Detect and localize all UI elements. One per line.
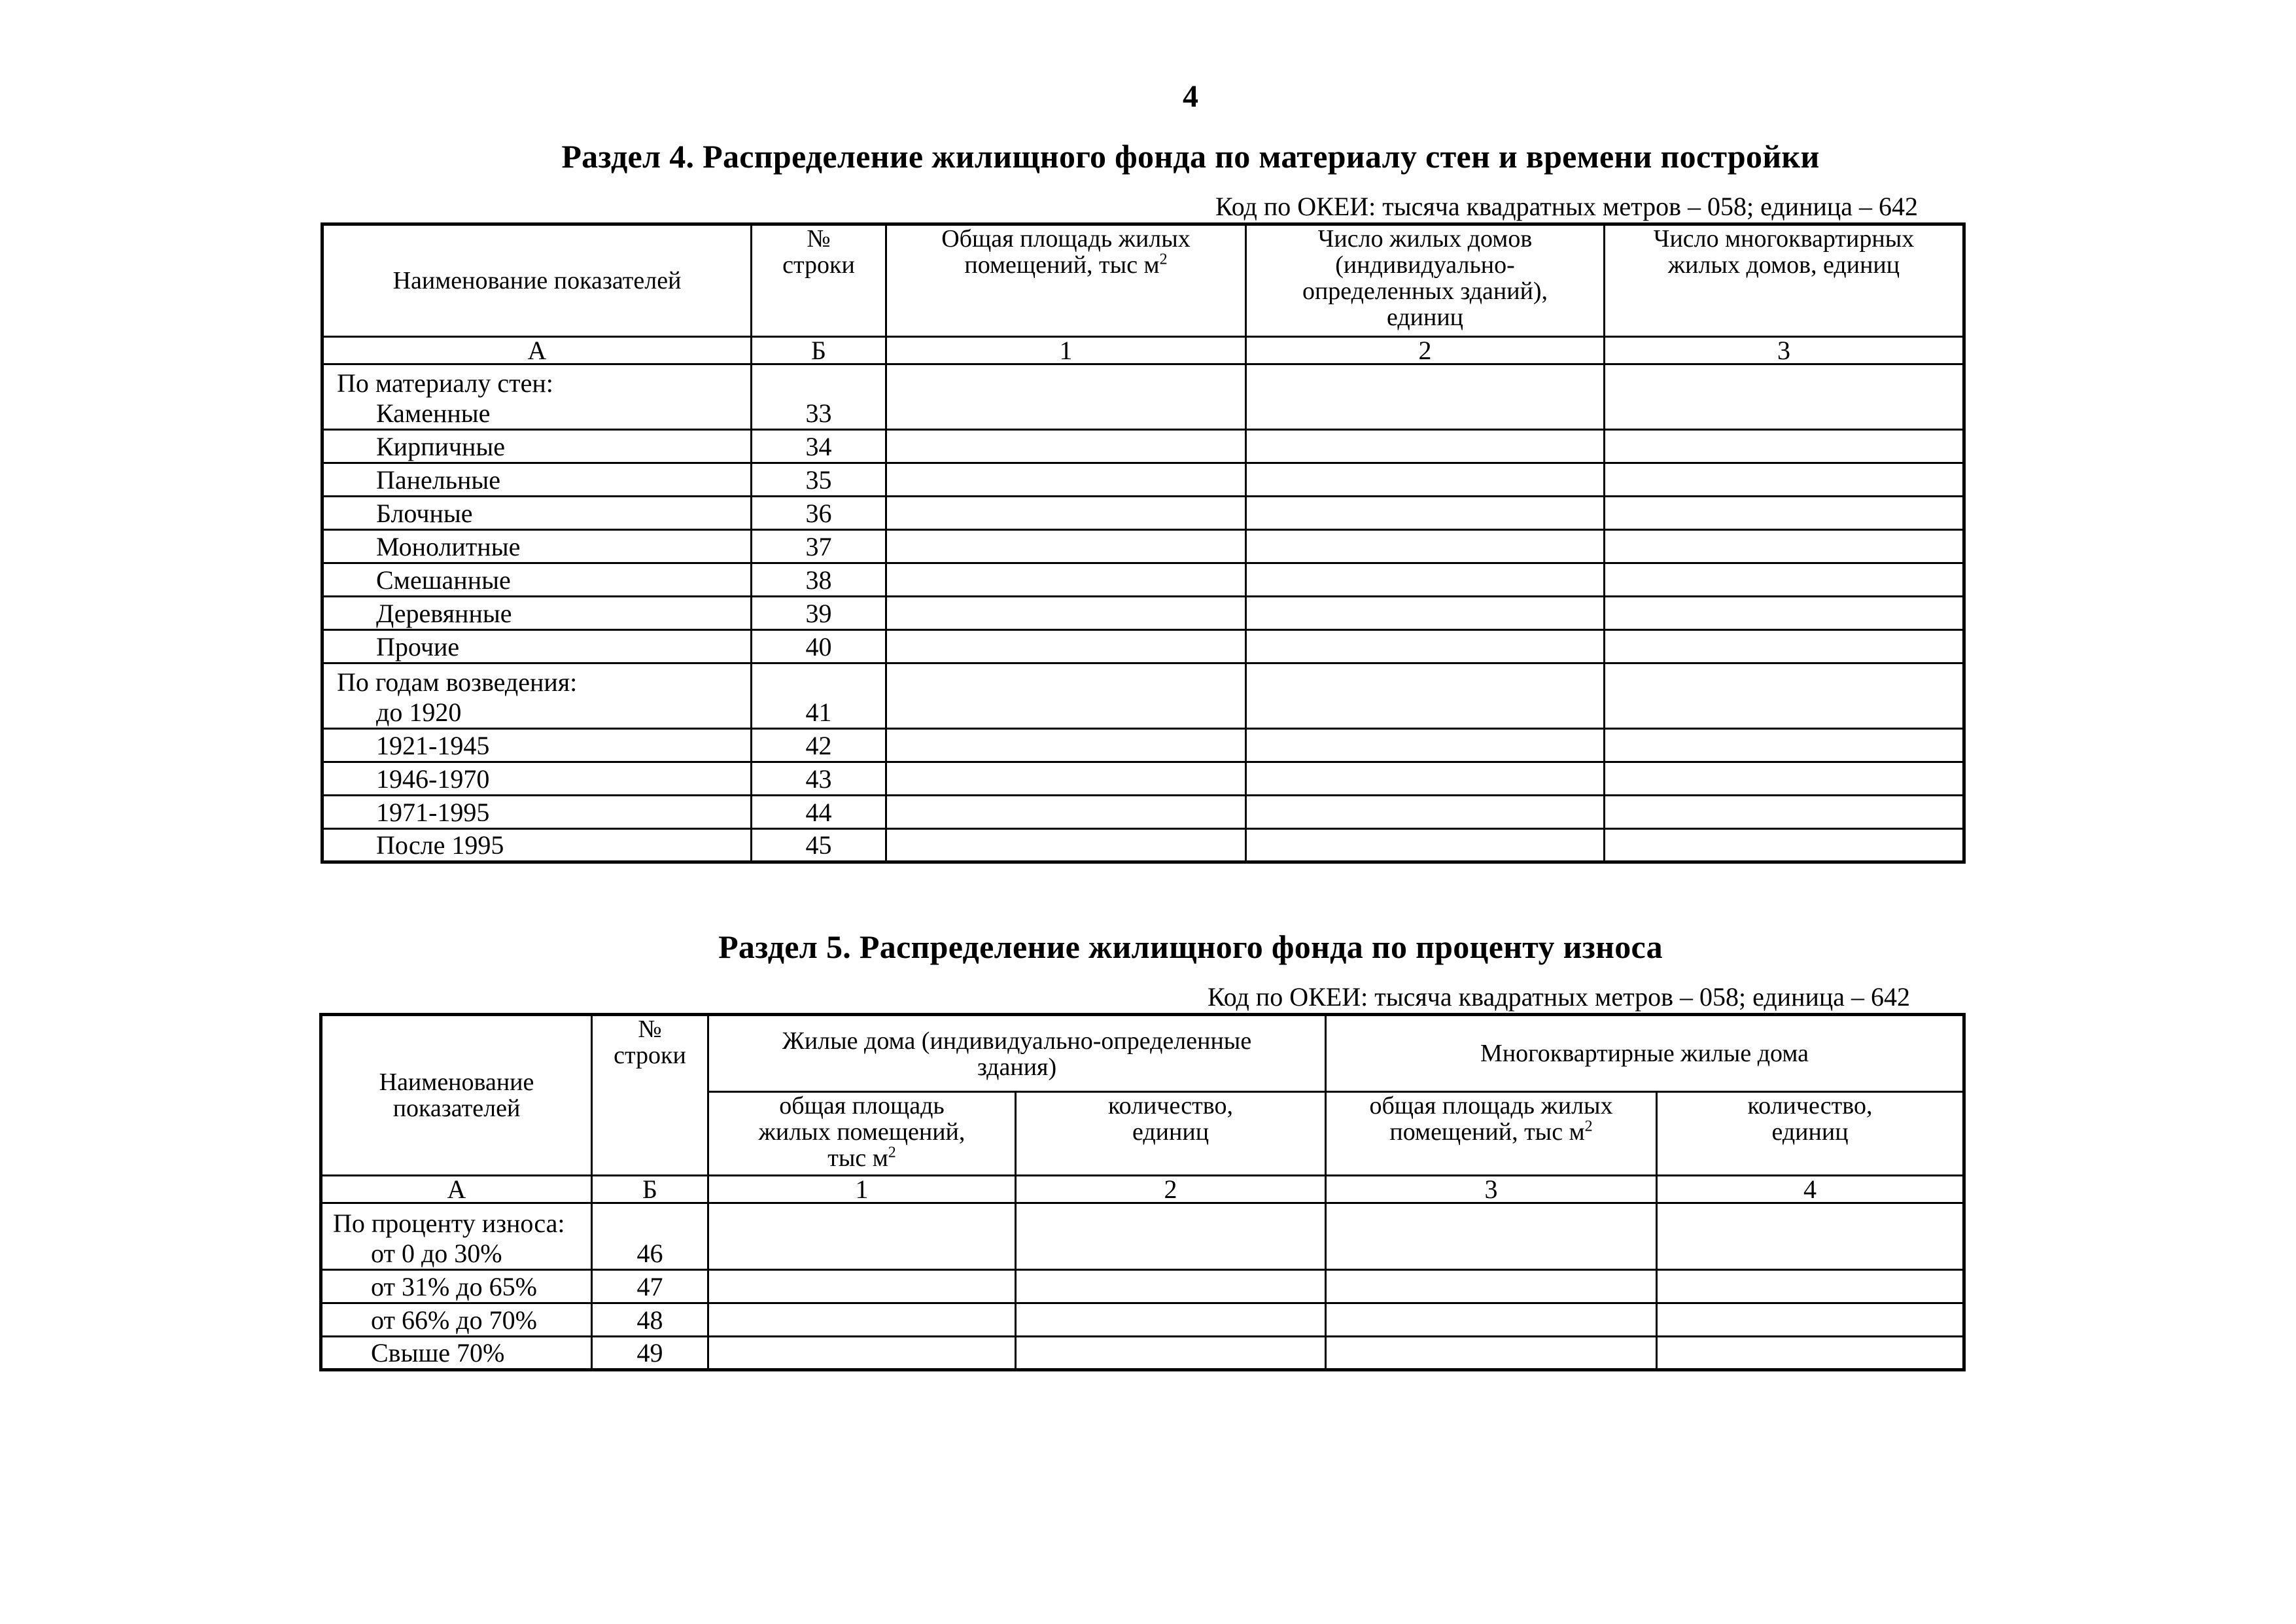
row-name	[322, 463, 752, 497]
input-cell[interactable]	[1605, 364, 1964, 430]
header-count-2: количество, единиц	[1657, 1092, 1964, 1176]
code-2: 2	[1016, 1176, 1326, 1203]
table-row	[322, 729, 1964, 762]
row-name	[322, 762, 752, 796]
row-number: 40	[752, 630, 886, 663]
input-cell[interactable]	[886, 829, 1246, 862]
input-cell[interactable]	[1605, 563, 1964, 597]
row-name	[321, 1337, 592, 1370]
row-number: 47	[592, 1270, 708, 1303]
group-label: По материалу стен:	[337, 368, 553, 398]
input-cell[interactable]	[708, 1337, 1016, 1370]
row-label: Кирпичные	[376, 432, 506, 461]
row-label: Панельные	[376, 465, 501, 495]
row-name	[322, 796, 752, 829]
code-b: Б	[752, 337, 886, 364]
row-number: 46	[592, 1203, 708, 1270]
row-label: от 0 до 30%	[371, 1239, 502, 1268]
input-cell[interactable]	[1246, 630, 1605, 663]
input-cell[interactable]	[886, 630, 1246, 663]
row-label: Каменные	[376, 398, 491, 428]
page-number: 4	[1183, 79, 1198, 114]
row-name	[322, 597, 752, 630]
row-number: 38	[752, 563, 886, 597]
code-4: 4	[1657, 1176, 1964, 1203]
header-count-1: количество, единиц	[1016, 1092, 1326, 1176]
row-label: до 1920	[376, 697, 462, 727]
row-number: 35	[752, 463, 886, 497]
row-label: Свыше 70%	[371, 1338, 505, 1368]
row-name	[322, 663, 752, 729]
table-row	[322, 497, 1964, 530]
row-name	[322, 530, 752, 563]
input-cell[interactable]	[1016, 1337, 1326, 1370]
input-cell[interactable]	[1605, 729, 1964, 762]
row-name	[322, 430, 752, 463]
input-cell[interactable]	[1605, 597, 1964, 630]
row-number: 49	[592, 1337, 708, 1370]
input-cell[interactable]	[1246, 563, 1605, 597]
input-cell[interactable]	[1605, 530, 1964, 563]
input-cell[interactable]	[886, 729, 1246, 762]
table-row	[322, 563, 1964, 597]
table-row	[322, 663, 1964, 729]
row-label: 1971-1995	[376, 798, 490, 827]
input-cell[interactable]	[886, 364, 1246, 430]
section4-code-row	[322, 337, 1964, 364]
table-row	[322, 630, 1964, 663]
row-number: 34	[752, 430, 886, 463]
table-row	[321, 1270, 1964, 1303]
input-cell[interactable]	[1605, 463, 1964, 497]
input-cell[interactable]	[1605, 430, 1964, 463]
header-area-1: общая площадь жилых помещений, тыс $м^2$	[708, 1092, 1016, 1176]
section5-table	[319, 1013, 1966, 1371]
table-row	[322, 430, 1964, 463]
input-cell[interactable]	[1657, 1337, 1964, 1370]
input-cell[interactable]	[1657, 1203, 1964, 1270]
input-cell[interactable]	[1246, 796, 1605, 829]
row-label: 1946-1970	[376, 764, 490, 794]
section5-header-row-1	[321, 1015, 1964, 1092]
row-label: После 1995	[376, 830, 504, 860]
row-label: от 31% до 65%	[371, 1272, 537, 1301]
input-cell[interactable]	[1326, 1203, 1657, 1270]
input-cell[interactable]	[1246, 829, 1605, 862]
row-number: 36	[752, 497, 886, 530]
code-2: 2	[1246, 337, 1605, 364]
input-cell[interactable]	[1605, 663, 1964, 729]
table-row	[322, 762, 1964, 796]
section5-okei: Код по ОКЕИ: тысяча квадратных метров – 058; единица – 642	[1208, 982, 1911, 1012]
input-cell[interactable]	[1016, 1203, 1326, 1270]
header-row-no: № строки	[752, 224, 886, 337]
input-cell[interactable]	[1605, 497, 1964, 530]
input-cell[interactable]	[886, 663, 1246, 729]
row-number: 48	[592, 1303, 708, 1337]
section5-title: Раздел 5. Распределение жилищного фонда по проценту износа	[718, 928, 1663, 965]
header-area-2: общая площадь жилых помещений, тыс $м^2$	[1326, 1092, 1657, 1176]
row-label: Прочие	[376, 632, 460, 662]
code-1: 1	[708, 1176, 1016, 1203]
row-label: Деревянные	[376, 599, 512, 628]
table-row	[322, 530, 1964, 563]
input-cell[interactable]	[886, 497, 1246, 530]
row-name	[321, 1270, 592, 1303]
section5-code-row	[321, 1176, 1964, 1203]
input-cell[interactable]	[886, 430, 1246, 463]
input-cell[interactable]	[1016, 1270, 1326, 1303]
row-name	[322, 563, 752, 597]
row-name	[321, 1303, 592, 1337]
input-cell[interactable]	[1246, 497, 1605, 530]
input-cell[interactable]	[708, 1203, 1016, 1270]
input-cell[interactable]	[1326, 1303, 1657, 1337]
row-label: Монолитные	[376, 532, 521, 561]
table-row	[322, 829, 1964, 862]
row-number: 43	[752, 762, 886, 796]
row-label: Смешанные	[376, 565, 511, 595]
input-cell[interactable]	[1605, 829, 1964, 862]
input-cell[interactable]	[708, 1270, 1016, 1303]
header-group-apartment: Многоквартирные жилые дома	[1326, 1015, 1964, 1092]
input-cell[interactable]	[1326, 1337, 1657, 1370]
row-name	[321, 1203, 592, 1270]
row-name	[322, 497, 752, 530]
code-3: 3	[1326, 1176, 1657, 1203]
row-label: от 66% до 70%	[371, 1305, 537, 1335]
row-number: 37	[752, 530, 886, 563]
input-cell[interactable]	[1605, 762, 1964, 796]
header-col1: Общая площадь жилых помещений, тыс $м^2$	[886, 224, 1246, 337]
input-cell[interactable]	[1326, 1270, 1657, 1303]
input-cell[interactable]	[1246, 463, 1605, 497]
input-cell[interactable]	[708, 1303, 1016, 1337]
row-number: 33	[752, 364, 886, 430]
input-cell[interactable]	[1246, 597, 1605, 630]
row-name	[322, 829, 752, 862]
header-group-individual: Жилые дома (индивидуально-определенные здания)	[708, 1015, 1326, 1092]
input-cell[interactable]	[1246, 430, 1605, 463]
row-label: Блочные	[376, 499, 473, 528]
header-name: Наименование показателей	[322, 224, 752, 337]
row-name	[322, 364, 752, 430]
input-cell[interactable]	[1246, 762, 1605, 796]
table-row	[322, 364, 1964, 430]
input-cell[interactable]	[886, 530, 1246, 563]
row-number: 44	[752, 796, 886, 829]
input-cell[interactable]	[1246, 364, 1605, 430]
input-cell[interactable]	[1657, 1270, 1964, 1303]
group-label: По годам возведения:	[337, 667, 578, 697]
row-name	[322, 729, 752, 762]
section4-okei: Код по ОКЕИ: тысяча квадратных метров – 058; единица – 642	[1215, 192, 1919, 221]
group-label: По проценту износа:	[333, 1209, 565, 1238]
row-number: 42	[752, 729, 886, 762]
input-cell[interactable]	[1246, 663, 1605, 729]
code-a: А	[321, 1176, 592, 1203]
header-col3: Число многоквартирных жилых домов, единиц	[1605, 224, 1964, 337]
header-row-no: № строки	[592, 1015, 708, 1176]
table-row	[322, 463, 1964, 497]
input-cell[interactable]	[1657, 1303, 1964, 1337]
table-row	[321, 1203, 1964, 1270]
section4-title: Раздел 4. Распределение жилищного фонда по материалу стен и времени постройки	[561, 138, 1820, 175]
input-cell[interactable]	[1016, 1303, 1326, 1337]
code-3: 3	[1605, 337, 1964, 364]
table-row	[321, 1303, 1964, 1337]
header-col2: Число жилых домов (индивидуально-определенных зданий), единиц	[1246, 224, 1605, 337]
table-row	[322, 796, 1964, 829]
input-cell[interactable]	[886, 463, 1246, 497]
code-1: 1	[886, 337, 1246, 364]
input-cell[interactable]	[1246, 729, 1605, 762]
row-label: 1921-1945	[376, 731, 490, 760]
code-b: Б	[592, 1176, 708, 1203]
input-cell[interactable]	[886, 796, 1246, 829]
row-number: 41	[752, 663, 886, 729]
row-name	[322, 630, 752, 663]
row-number: 45	[752, 829, 886, 862]
input-cell[interactable]	[886, 762, 1246, 796]
input-cell[interactable]	[886, 563, 1246, 597]
input-cell[interactable]	[1246, 530, 1605, 563]
section4-header-row	[322, 224, 1964, 337]
row-number: 39	[752, 597, 886, 630]
code-a: А	[322, 337, 752, 364]
input-cell[interactable]	[886, 597, 1246, 630]
input-cell[interactable]	[1605, 630, 1964, 663]
header-name: Наименование показателей	[321, 1015, 592, 1176]
input-cell[interactable]	[1605, 796, 1964, 829]
table-row	[322, 597, 1964, 630]
section4-table	[321, 222, 1966, 864]
table-row	[321, 1337, 1964, 1370]
